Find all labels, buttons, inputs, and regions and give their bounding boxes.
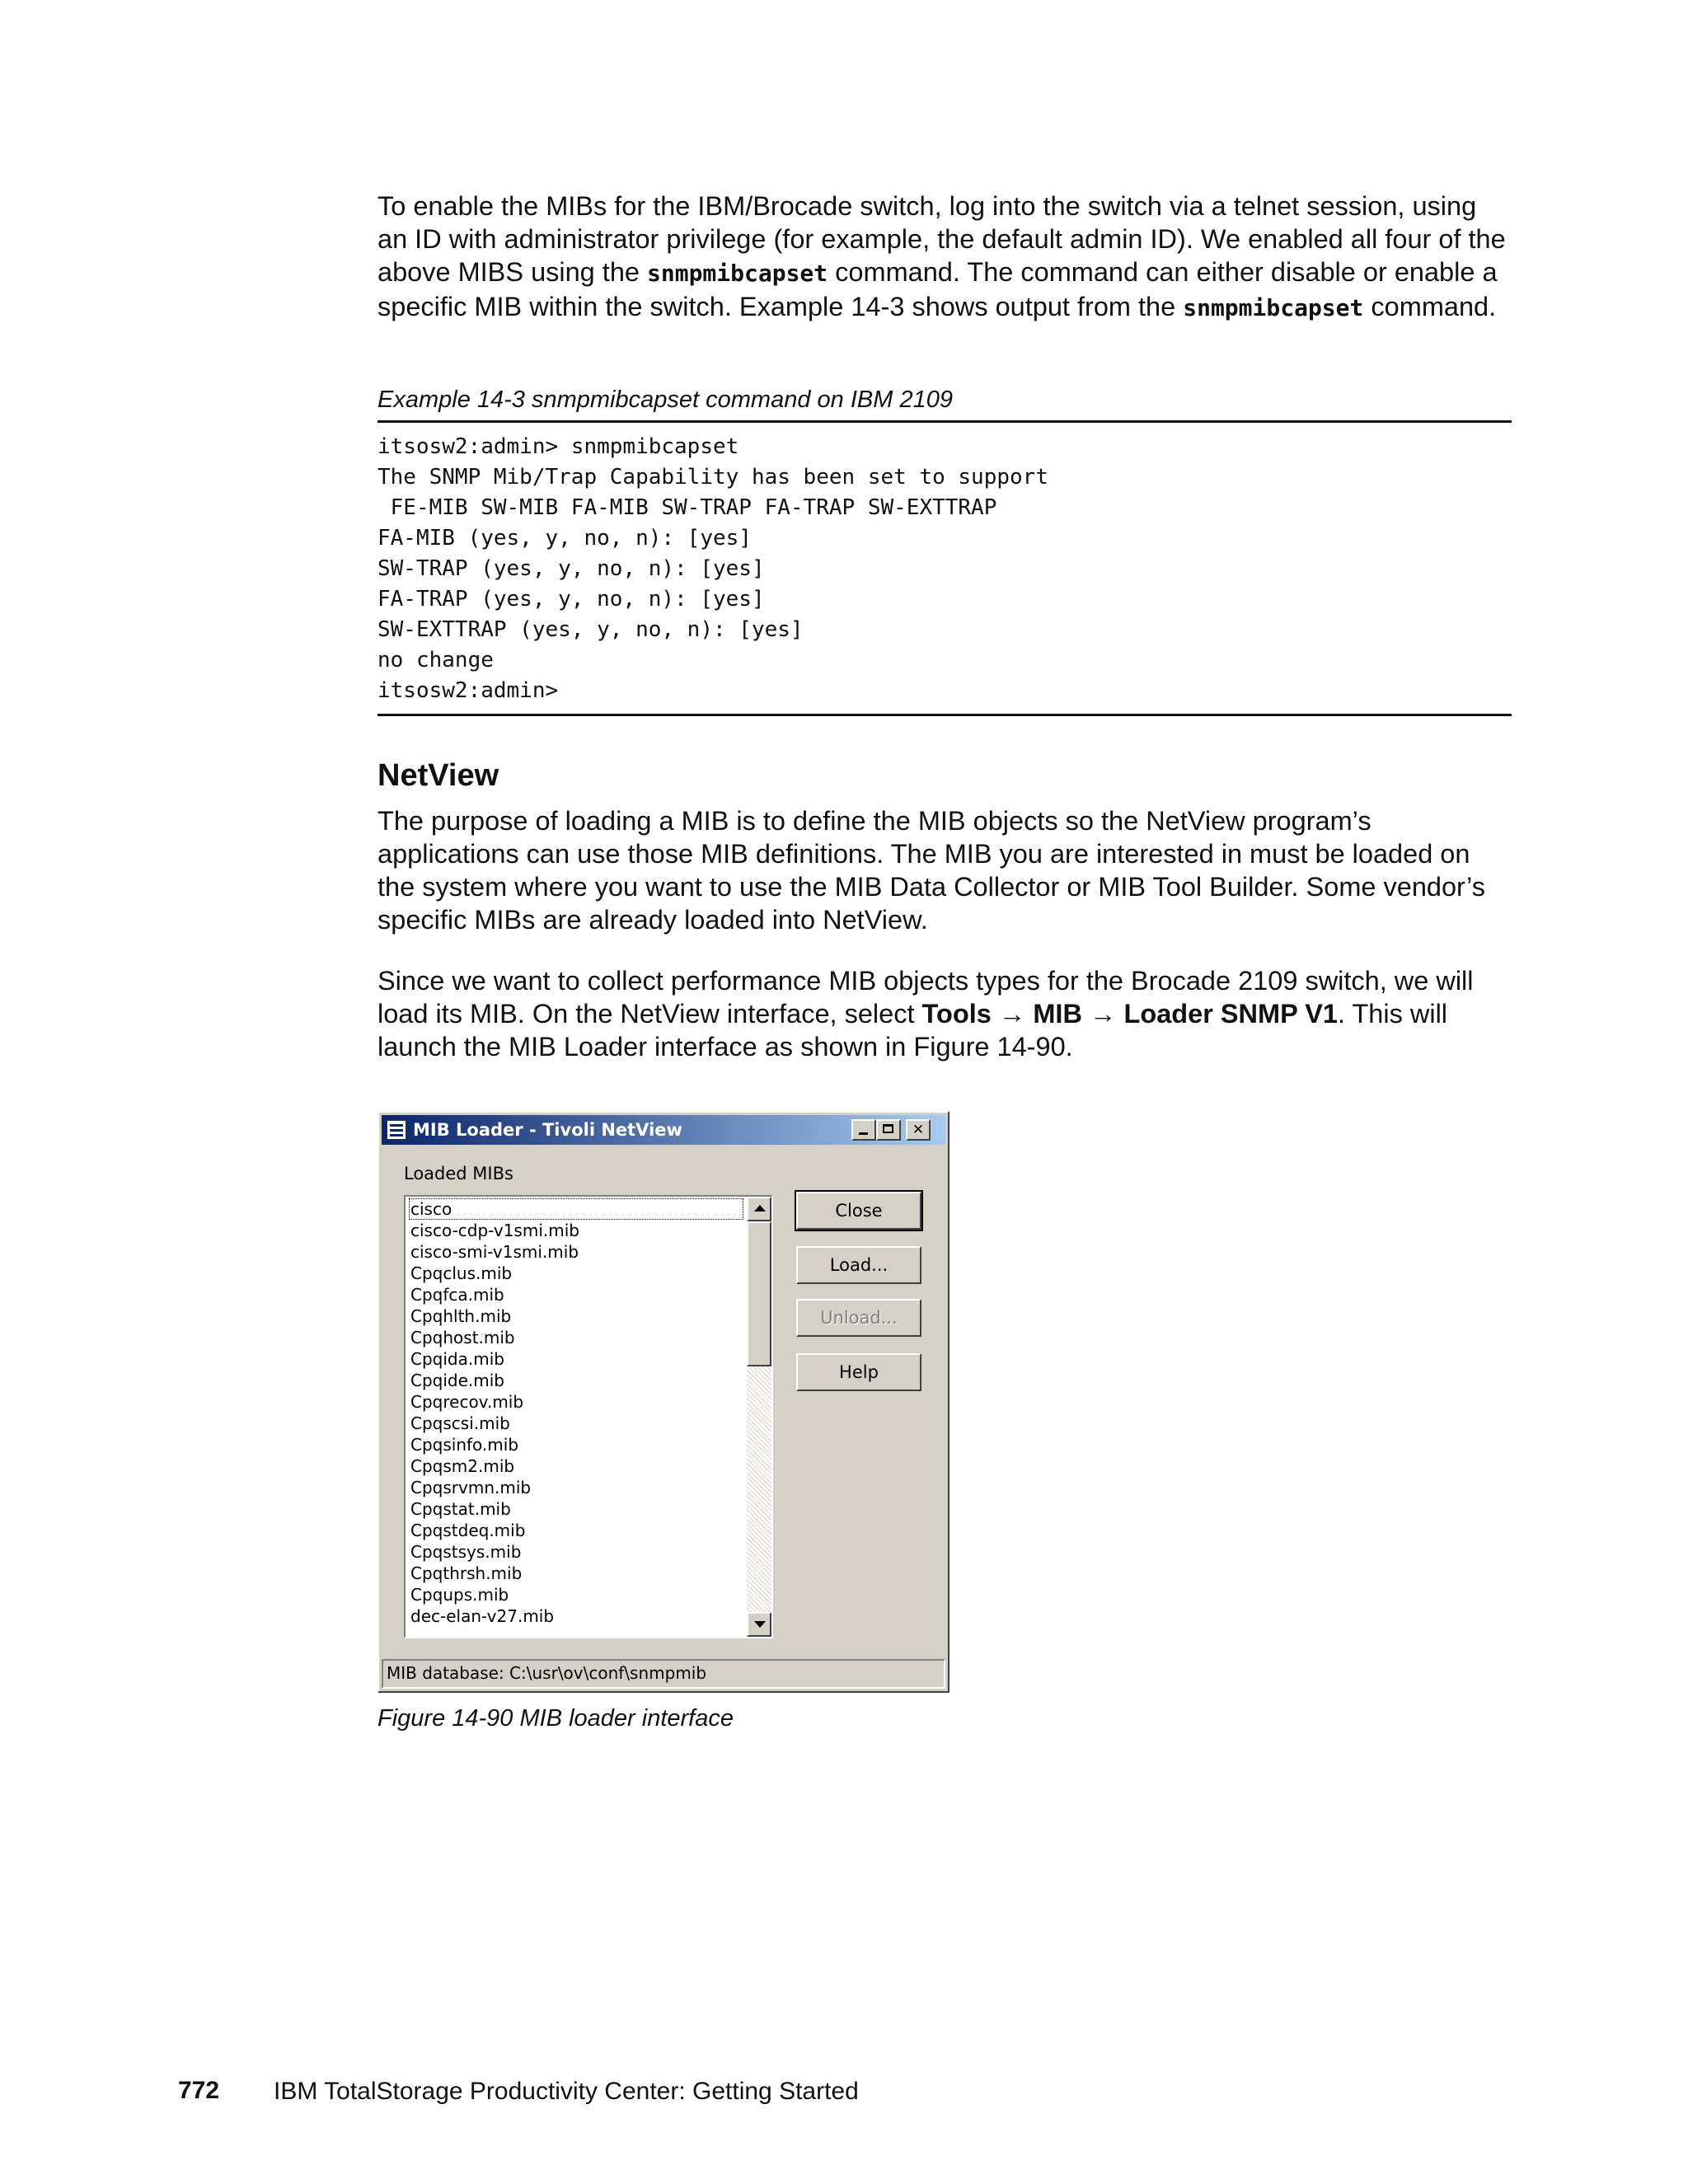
list-item[interactable]: Cpqsrvmn.mib (410, 1478, 532, 1497)
code-line: no change (377, 648, 494, 673)
loaded-mibs-label: Loaded MIBs (404, 1164, 513, 1183)
load-button[interactable]: Load... (796, 1246, 921, 1284)
loaded-mibs-listbox[interactable] (404, 1195, 773, 1638)
code-line: SW-TRAP (yes, y, no, n): [yes] (377, 556, 765, 581)
code-line: itsosw2:admin> snmpmibcapset (377, 434, 739, 459)
list-item[interactable]: Cpqups.mib (410, 1585, 509, 1605)
close-icon[interactable] (906, 1119, 931, 1141)
list-item[interactable]: Cpqsinfo.mib (410, 1435, 519, 1455)
para2-text-a: Since we want to collect performance MIB objects types for the Brocade 2109 switch, we will load its MIB. On the NetView interface, select (377, 966, 1474, 1029)
menu-path-mib: MIB (1033, 999, 1082, 1029)
scroll-up-icon[interactable] (747, 1197, 771, 1221)
list-item[interactable]: Cpqsm2.mib (410, 1456, 515, 1476)
page-number: 772 (178, 2077, 220, 2104)
section-paragraph-1: The purpose of loading a MIB is to define the MIB objects so the NetView program’s applications can use those MIB definitions. The MIB you are interested in must be loaded on the system where you want to use the MIB Data Collector or MIB Tool Builder. Some vendor’s specific MIBs are already loaded into NetView. (377, 806, 1485, 935)
list-item[interactable]: cisco-cdp-v1smi.mib (410, 1221, 579, 1240)
example-caption: Example 14-3 snmpmibcapset command on IBM 2109 (377, 387, 953, 413)
app-icon (387, 1120, 406, 1140)
code-line: SW-EXTTRAP (yes, y, no, n): [yes] (377, 617, 804, 642)
example-bottom-rule (377, 714, 1512, 716)
list-item[interactable]: Cpqide.mib (410, 1371, 505, 1390)
example-code-block (377, 432, 1048, 706)
scroll-down-icon[interactable] (747, 1612, 771, 1637)
list-item[interactable]: Cpqclus.mib (410, 1263, 513, 1283)
menu-arrow-icon: → (1081, 999, 1124, 1029)
figure-caption: Figure 14-90 MIB loader interface (377, 1705, 734, 1732)
list-item[interactable]: Cpqscsi.mib (410, 1413, 510, 1433)
code-line: itsosw2:admin> (377, 678, 559, 703)
section-heading: NetView (377, 758, 499, 793)
intro-text-1: To enable the MIBs for the IBM/Brocade switch, log into the switch via a telnet session, using an ID with administrator privilege (for example, the default admin ID). We enabled all four of the above MIBS using the (377, 191, 1506, 287)
list-item[interactable]: Cpqstat.mib (410, 1499, 511, 1519)
book-title: IBM TotalStorage Productivity Center: Getting Started (274, 2078, 859, 2105)
help-button[interactable]: Help (796, 1353, 921, 1391)
unload-button[interactable]: Unload... (796, 1299, 921, 1337)
section-paragraph-2 (377, 964, 1512, 1063)
menu-arrow-icon: → (991, 999, 1034, 1029)
list-item[interactable]: Cpqstdeq.mib (410, 1521, 526, 1540)
dialog-title: MIB Loader - Tivoli NetView (413, 1120, 682, 1140)
list-item[interactable]: Cpqrecov.mib (410, 1392, 524, 1412)
intro-paragraph (377, 190, 1512, 325)
list-item[interactable]: Cpqhost.mib (410, 1328, 515, 1347)
close-button[interactable]: Close (796, 1192, 921, 1230)
list-item[interactable]: cisco (409, 1198, 743, 1220)
dialog-titlebar[interactable] (382, 1115, 945, 1145)
minimize-icon[interactable] (851, 1119, 876, 1141)
para2-text-b: . This will launch the MIB Loader interface as shown in Figure 14-90. (377, 999, 1448, 1062)
menu-path-loader: Loader SNMP V1 (1123, 999, 1338, 1029)
status-bar: MIB database: C:\usr\ov\conf\snmpmib (382, 1659, 945, 1689)
intro-command-2: snmpmibcapset (1183, 294, 1364, 321)
list-item[interactable]: Cpqstsys.mib (410, 1542, 522, 1562)
code-line: FE-MIB SW-MIB FA-MIB SW-TRAP FA-TRAP SW-EXTTRAP (377, 495, 997, 520)
example-top-rule (377, 420, 1512, 423)
intro-command-1: snmpmibcapset (647, 260, 828, 287)
intro-text-2: command. The command can either disable or enable a specific MIB within the switch. Example 14-3 shows output from the (377, 257, 1498, 321)
mib-loader-dialog (377, 1111, 950, 1693)
list-item[interactable]: Cpqthrsh.mib (410, 1563, 523, 1583)
menu-path-tools: Tools (921, 999, 992, 1029)
mib-list (409, 1198, 743, 1627)
code-line: FA-TRAP (yes, y, no, n): [yes] (377, 587, 765, 612)
list-item[interactable]: Cpqhlth.mib (410, 1306, 512, 1326)
code-line: FA-MIB (yes, y, no, n): [yes] (377, 526, 752, 551)
list-item[interactable]: dec-elan-v27.mib (410, 1606, 555, 1626)
list-item[interactable]: Cpqida.mib (410, 1349, 504, 1369)
list-item[interactable]: cisco-smi-v1smi.mib (410, 1242, 579, 1262)
list-item[interactable]: Cpqfca.mib (410, 1285, 504, 1305)
code-line: The SNMP Mib/Trap Capability has been set to support (377, 465, 1048, 490)
intro-text-3: command. (1363, 292, 1497, 321)
maximize-icon[interactable] (876, 1119, 901, 1141)
list-scrollbar[interactable] (747, 1197, 771, 1637)
scrollbar-thumb[interactable] (747, 1221, 771, 1366)
